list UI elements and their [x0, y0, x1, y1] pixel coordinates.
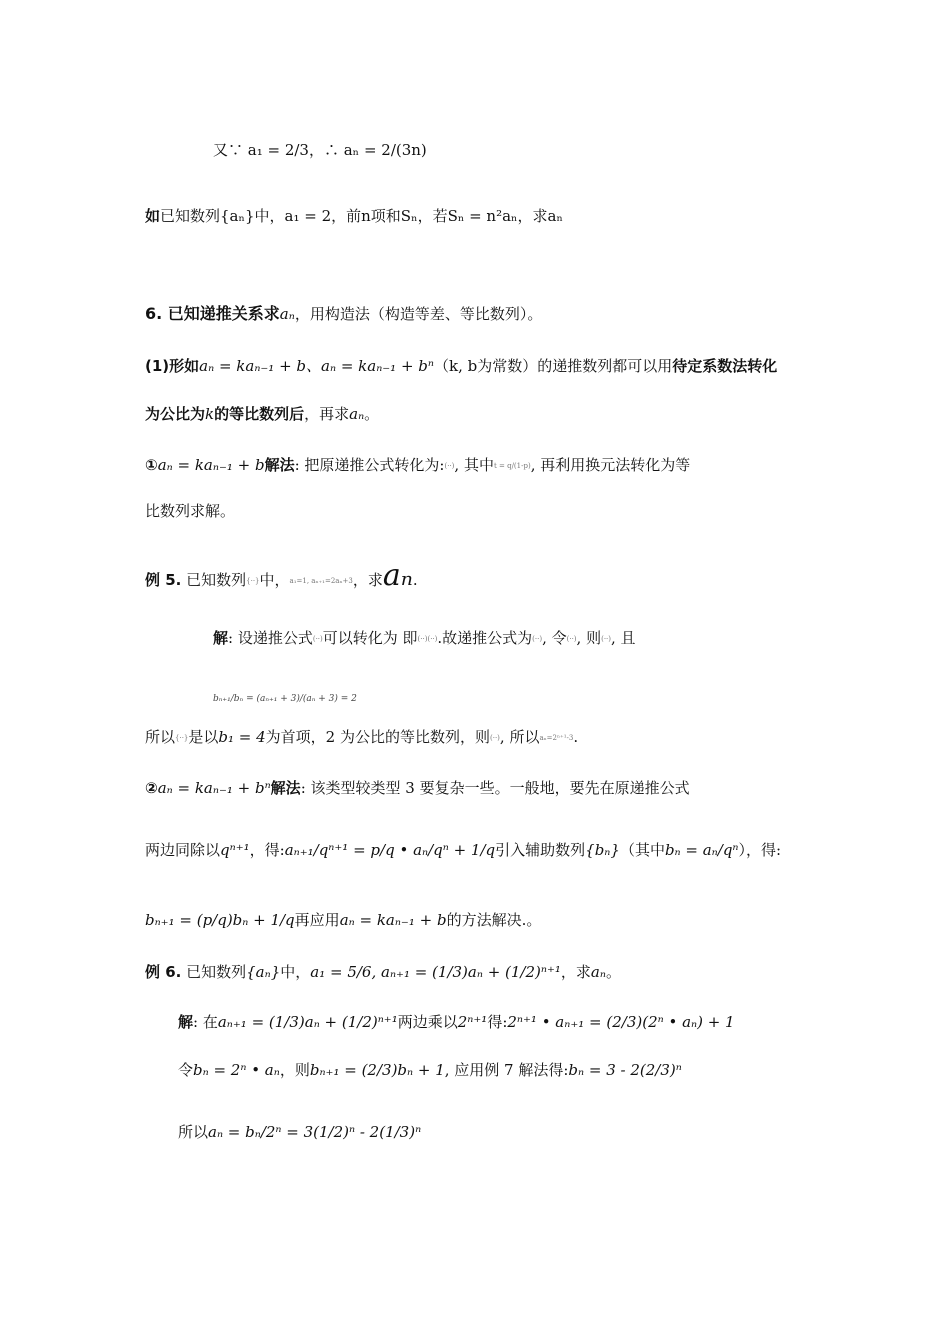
line-method-1-text: : 把原递推公式转化为:: [294, 456, 445, 474]
line-reduce-text: 再应用: [294, 911, 340, 929]
example-5-conclusion-text3: 为首项，2 为公比的等比数列，则: [265, 728, 490, 746]
example-5-math: aₙ: [382, 558, 413, 593]
line-method-2: [145, 778, 690, 798]
line-method-1-math: aₙ = kaₙ₋₁ + b: [157, 456, 265, 474]
line-method-1-marker: ①: [145, 456, 158, 474]
line-reduce-text2: 的方法解决.。: [446, 911, 542, 929]
example-5-end: .: [412, 571, 418, 589]
line-form-2-text: ，再求: [304, 405, 350, 423]
line-divide-text4: （其中: [619, 841, 665, 859]
line-method-1-cont-text: 比数列求解。: [145, 502, 236, 520]
line-method-1: [145, 455, 690, 476]
line-form-2: [145, 404, 379, 424]
example-6-solution-lead: 解: [178, 1013, 194, 1031]
example-5-conclusion: [145, 727, 578, 748]
example-6-math3: aₙ: [590, 963, 606, 981]
line-method-1-lead: 解法: [264, 456, 295, 474]
line-2: [145, 206, 563, 226]
example-6-substitution: [178, 1060, 682, 1080]
line-2-text: 已知数列{aₙ}中，a₁ = 2，前n项和Sₙ，若Sₙ = n²aₙ，求aₙ: [160, 207, 563, 225]
line-method-2-lead: 解法: [270, 779, 301, 797]
line-form-1: [145, 356, 777, 376]
example-6-solution-math3: 2ⁿ⁺¹ • aₙ₊₁ = (2/3)(2ⁿ • aₙ) + 1: [507, 1013, 735, 1031]
example-5-solution-tiny2: (··)(··): [417, 635, 438, 643]
line-reduce-math2: aₙ = kaₙ₋₁ + b: [339, 911, 447, 929]
line-form-2-math: k: [205, 405, 215, 423]
example-5-conclusion-tiny: {··}: [175, 734, 189, 742]
example-6-solution-text: : 在: [193, 1013, 218, 1031]
example-6-substitution-math: bₙ = 2ⁿ • aₙ: [193, 1061, 280, 1079]
line-form-2-math2: aₙ: [349, 405, 365, 423]
example-5-lead: 例 5.: [145, 571, 182, 589]
example-6-end: 。: [605, 963, 621, 981]
example-6-answer: [178, 1122, 421, 1142]
example-6-solution-text2: 两边乘以: [397, 1013, 458, 1031]
line-divide-math: qⁿ⁺¹: [220, 841, 250, 859]
example-5-solution-text6: , 且: [611, 629, 636, 647]
line-form-1-math: aₙ = kaₙ₋₁ + b、aₙ = kaₙ₋₁ + bⁿ: [199, 357, 434, 375]
line-method-2-text: : 该类型较类型 3 要复杂一些。一般地，要先在原递推公式: [300, 779, 690, 797]
example-5-ratio: [213, 686, 357, 709]
example-5-solution-lead: 解: [213, 629, 229, 647]
example-6-text2: 中，: [280, 963, 311, 981]
line-1-text: 又∵ a₁ = 2/3，∴ aₙ = 2/(3n): [213, 141, 427, 159]
example-5-text3: ，求: [352, 571, 383, 589]
example-6-answer-text: 所以: [178, 1123, 209, 1141]
line-form-1-tail: 待定系数法转化: [672, 357, 778, 375]
example-5-solution-text4: , 令: [542, 629, 567, 647]
example-5-text: 已知数列: [181, 571, 247, 589]
example-6-solution: [178, 1012, 735, 1032]
example-5-text2: 中，: [259, 571, 290, 589]
section-6-heading: [145, 304, 542, 324]
example-6-math: {aₙ}: [246, 963, 281, 981]
line-divide-math2: aₙ₊₁/qⁿ⁺¹ = p/q • aₙ/qⁿ + 1/q: [284, 841, 496, 859]
line-divide-math4: bₙ = aₙ/qⁿ: [664, 841, 739, 859]
line-method-2-marker: ②: [145, 779, 158, 797]
line-2-lead: 如: [145, 207, 161, 225]
example-5-solution-tiny5: (··): [601, 635, 612, 643]
line-reduce: [145, 910, 541, 930]
line-method-1-tiny: (··): [444, 462, 455, 470]
example-5-solution-text: : 设递推公式: [228, 629, 313, 647]
example-6-line: [145, 962, 621, 982]
line-reduce-math: bₙ₊₁ = (p/q)bₙ + 1/q: [145, 911, 295, 929]
example-5-solution-text5: , 则: [576, 629, 602, 647]
example-6-solution-math2: 2ⁿ⁺¹: [457, 1013, 488, 1031]
example-6-substitution-text3: , 应用例 7 解法得:: [444, 1061, 569, 1079]
example-5-ratio-math: bₙ₊₁/bₙ = (aₙ₊₁ + 3)/(aₙ + 3) = 2: [213, 694, 357, 704]
line-method-1-text3: , 再利用换元法转化为等: [530, 456, 691, 474]
example-6-solution-text3: 得:: [487, 1013, 508, 1031]
example-6-substitution-text2: ，则: [279, 1061, 310, 1079]
section-6-title: 6. 已知递推关系求: [145, 304, 280, 323]
example-5-solution-tiny3: (··): [532, 635, 543, 643]
line-method-2-math: aₙ = kaₙ₋₁ + bⁿ: [157, 779, 271, 797]
example-6-solution-math: aₙ₊₁ = (1/3)aₙ + (1/2)ⁿ⁺¹: [217, 1013, 398, 1031]
example-5-solution-tiny: (··): [312, 635, 323, 643]
section-6-math: aₙ: [279, 305, 295, 323]
example-5-solution-tiny4: (··): [566, 635, 577, 643]
example-5-conclusion-text: 所以: [145, 728, 176, 746]
line-form-1-text: （k, b为常数）的递推数列都可以用: [434, 357, 673, 375]
example-5-line: [145, 558, 418, 593]
example-5-solution: [213, 628, 636, 649]
example-5-tiny2: a₁=1, aₙ₊₁=2aₙ+3: [289, 577, 353, 585]
example-5-solution-text3: .故递推公式为: [437, 629, 533, 647]
line-form-2-end: 。: [364, 405, 380, 423]
line-method-1-cont: [145, 501, 235, 521]
example-6-substitution-math3: bₙ = 3 - 2(2/3)ⁿ: [568, 1061, 682, 1079]
example-6-text: 已知数列: [181, 963, 247, 981]
example-5-conclusion-text4: , 所以: [499, 728, 540, 746]
example-5-conclusion-math: b₁ = 4: [218, 728, 266, 746]
example-5-conclusion-tiny3: aₙ=2ⁿ⁺¹-3: [539, 734, 574, 742]
section-6-text: ，用构造法（构造等差、等比数列）。: [294, 305, 543, 323]
example-6-answer-math: aₙ = bₙ/2ⁿ = 3(1/2)ⁿ - 2(1/3)ⁿ: [208, 1123, 422, 1141]
example-6-lead: 例 6.: [145, 963, 182, 981]
line-divide-text: 两边同除以: [145, 841, 221, 859]
line-divide-text3: 引入辅助数列: [495, 841, 586, 859]
example-5-tiny: {··}: [246, 577, 260, 585]
example-5-conclusion-end: .: [573, 728, 579, 746]
line-form-1-lead: (1)形如: [145, 357, 200, 375]
line-method-1-text2: , 其中: [454, 456, 494, 474]
line-1: [213, 140, 427, 160]
line-form-2-lead: 为公比为: [145, 405, 206, 423]
line-divide-math3: {bₙ}: [585, 841, 620, 859]
example-6-substitution-text: 令: [178, 1061, 194, 1079]
example-6-substitution-math2: bₙ₊₁ = (2/3)bₙ + 1: [309, 1061, 445, 1079]
line-divide-text5: ），得:: [738, 841, 782, 859]
example-6-text3: ，求: [560, 963, 591, 981]
line-divide-text2: ，得:: [249, 841, 285, 859]
example-5-conclusion-text2: 是以: [188, 728, 219, 746]
line-form-2-lead2: 的等比数列后: [214, 405, 305, 423]
line-method-1-tiny2: t = q/(1-p): [493, 462, 531, 470]
line-divide: [145, 840, 781, 860]
example-6-math2: a₁ = 5/6, aₙ₊₁ = (1/3)aₙ + (1/2)ⁿ⁺¹: [310, 963, 561, 981]
example-5-conclusion-tiny2: (··): [489, 734, 500, 742]
example-5-solution-text2: 可以转化为 即: [322, 629, 418, 647]
